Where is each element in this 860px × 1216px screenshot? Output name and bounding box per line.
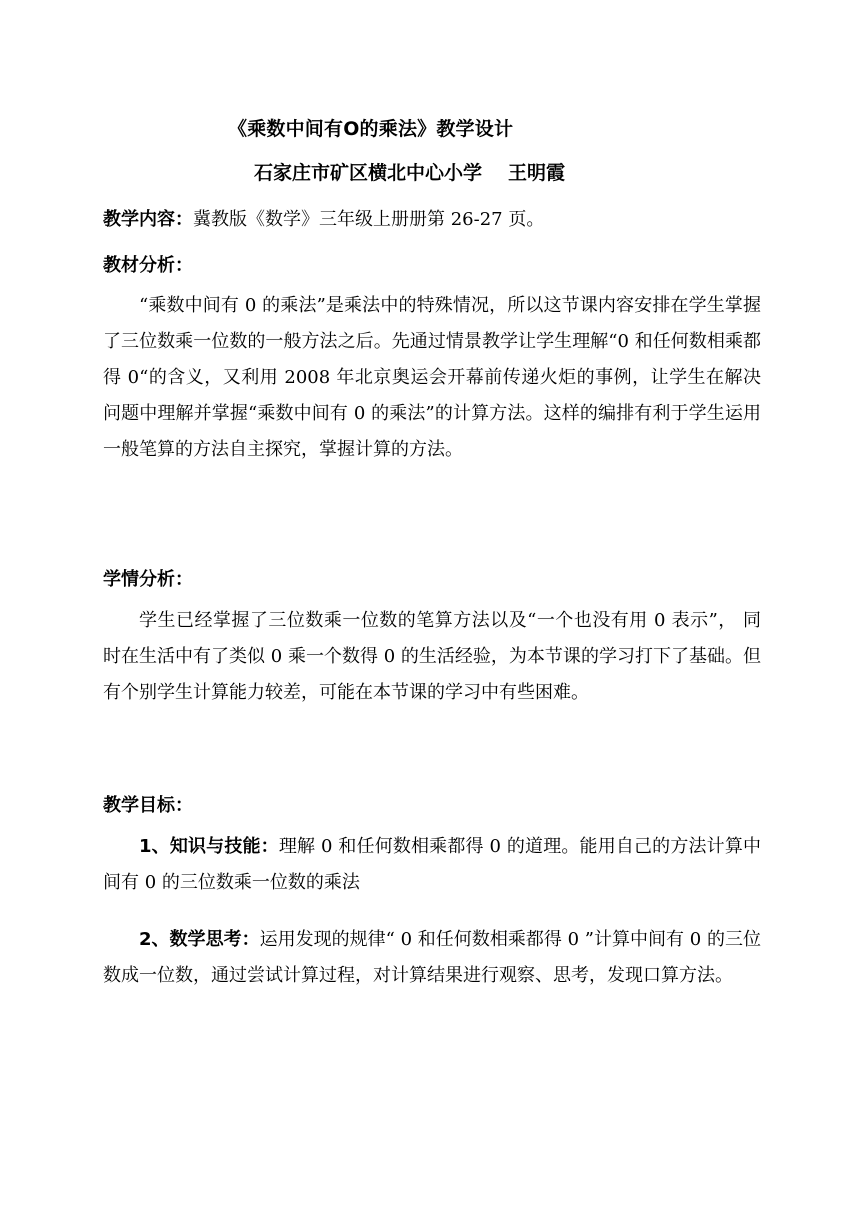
material-analysis-heading: 教材分析： xyxy=(103,255,193,276)
document-title: 《乘数中间有O的乘法》教学设计 xyxy=(228,118,514,140)
material-analysis-paragraph: “乘数中间有 0 的乘法”是乘法中的特殊情况，所以这节课内容安排在学生掌握了三位数乘一位数的一般方法之后。先通过情景教学让学生理解“0 和任何数相乘都得 0“的含义，又利用 2008 年北京奥运会开幕前传递火炬的事例，让学生在解决问题中理解并掌握“乘数中间有 0 的乘法”的计算方法。这样的编排有利于学生运用一般笔算的方法自主探究，掌握计算的方法。 xyxy=(103,295,761,460)
student-analysis-paragraph: 学生已经掌握了三位数乘一位数的笔算方法以及“一个也没有用 0 表示”， 同时在生活中有了类似 0 乘一个数得 0 的生活经验，为本节课的学习打下了基础。但有个别学生计算能力较差，可能在本节课的学习中有些困难。 xyxy=(103,610,761,703)
author-name: 王明霞 xyxy=(508,162,566,184)
goal-item-knowledge-label: 1、知识与技能： xyxy=(139,836,279,857)
teaching-content-label: 教学内容： xyxy=(103,209,193,230)
teaching-content-text: 冀教版《数学》三年级上册册第 26-27 页。 xyxy=(193,209,545,230)
goal-item-thinking-label: 2、数学思考： xyxy=(139,929,260,950)
goal-item-thinking-text: 运用发现的规律“ 0 和任何数相乘都得 0 ”计算中间有 0 的三位数成一位数，通过尝试计算过程，对计算结果进行观察、思考，发现口算方法。 xyxy=(103,929,761,986)
teaching-content-line xyxy=(103,205,544,231)
author-line xyxy=(254,158,565,185)
goal-item-knowledge xyxy=(103,829,761,901)
school-name: 石家庄市矿区横北中心小学 xyxy=(254,162,483,184)
goal-item-thinking xyxy=(103,922,761,994)
student-analysis-heading: 学情分析： xyxy=(103,569,193,590)
goal-item-knowledge-text: 理解 0 和任何数相乘都得 0 的道理。能用自己的方法计算中间有 0 的三位数乘一位数的乘法 xyxy=(103,836,761,893)
teaching-goals-heading: 教学目标： xyxy=(103,795,193,816)
